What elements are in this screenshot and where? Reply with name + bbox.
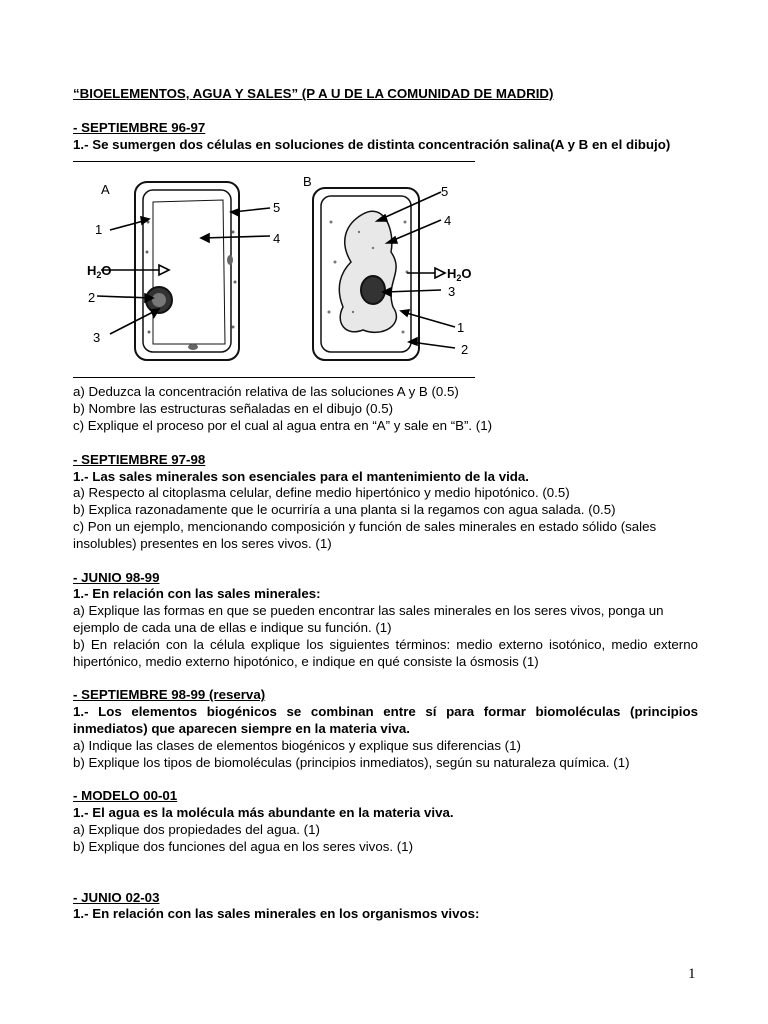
question-text: 1.- Se sumergen dos células en soluciones de distinta concentración salina(A y B en el dibujo) (73, 136, 671, 152)
cell-a-label: A (101, 182, 110, 198)
section-heading: - SEPTIEMBRE 98-99 (reserva) (73, 687, 266, 703)
item-b: b) En relación con la célula explique los siguientes términos: medio externo isotónico, medio externo hipertónico, medio externo hipotónico, e indique en qué consiste la ósmosis (1) (73, 636, 698, 669)
a-number-3: 3 (93, 330, 101, 346)
label-arrows (97, 192, 455, 348)
cell-diagram (73, 162, 475, 377)
section-sep-97-98 (73, 452, 698, 553)
question-text: 1.- Los elementos biogénicos se combinan entre sí para formar biomoléculas (principios inmediatos) que aparecen siempre en la materia viva. (73, 704, 698, 736)
item-a: a) Deduzca la concentración relativa de las soluciones A y B (0.5) (73, 384, 459, 400)
water-label-a: $H_2O$ (87, 263, 112, 281)
section-heading: - JUNIO 02-03 (73, 889, 160, 905)
item-b: b) Nombre las estructuras señaladas en el dibujo (0.5) (73, 401, 394, 417)
a-number-1: 1 (95, 222, 103, 238)
question-text: 1.- En relación con las sales minerales: (73, 586, 321, 602)
item-b: b) Explica razonadamente que le ocurriría a una planta si la regamos con agua salada. (0.5) (73, 502, 616, 518)
section-jun-98-99 (73, 570, 698, 671)
b-number-3: 3 (448, 284, 456, 300)
cell-b (313, 188, 419, 360)
item-c: c) Pon un ejemplo, mencionando composición y función de sales minerales en estado sólido (sales insolubles) presentes en los seres vivos. (1) (73, 518, 657, 551)
section-modelo-00-01 (73, 788, 698, 855)
section-jun-02-03 (73, 890, 698, 924)
section-heading: - MODELO 00-01 (73, 788, 178, 804)
cell-osmosis-figure (73, 161, 475, 378)
section-heading: - JUNIO 98-99 (73, 569, 160, 585)
item-a: a) Respecto al citoplasma celular, define medio hipertónico y medio hipotónico. (0.5) (73, 485, 570, 501)
item-a: a) Explique las formas en que se pueden encontrar las sales minerales en los seres vivos, ponga un ejemplo de cada una de ellas e indique su función. (1) (73, 603, 664, 635)
section-heading: - SEPTIEMBRE 96-97 (73, 119, 206, 135)
page-number: 1 (688, 966, 696, 982)
b-number-1: 1 (457, 320, 465, 336)
a-number-5: 5 (273, 200, 281, 216)
b-number-2: 2 (461, 342, 469, 358)
item-a: a) Explique dos propiedades del agua. (1) (73, 821, 320, 837)
item-b: b) Explique los tipos de biomoléculas (principios inmediatos), según su naturaleza química. (1) (73, 754, 630, 770)
a-number-4: 4 (273, 231, 281, 247)
section-sep-96-97 (73, 120, 698, 435)
water-label-b: $H_2O$ (447, 266, 472, 284)
b-number-4: 4 (444, 213, 452, 229)
question-text: 1.- Las sales minerales son esenciales para el mantenimiento de la vida. (73, 468, 529, 484)
cell-a (135, 182, 239, 360)
question-text: 1.- En relación con las sales minerales en los organismos vivos: (73, 906, 480, 922)
document-title: “BIOELEMENTOS, AGUA Y SALES” (P A U DE LA COMUNIDAD DE MADRID) (73, 86, 554, 101)
section-sep-98-99-reserva (73, 687, 698, 771)
item-b: b) Explique dos funciones del agua en los seres vivos. (1) (73, 838, 413, 854)
b-number-5: 5 (441, 184, 449, 200)
item-a: a) Indique las clases de elementos biogénicos y explique sus diferencias (1) (73, 737, 521, 753)
a-number-2: 2 (88, 290, 96, 306)
section-heading: - SEPTIEMBRE 97-98 (73, 451, 206, 467)
question-text: 1.- El agua es la molécula más abundante en la materia viva. (73, 805, 454, 821)
item-c: c) Explique el proceso por el cual al agua entra en “A” y sale en “B”. (1) (73, 417, 493, 433)
document-body (73, 86, 698, 923)
cell-a-texture (146, 221, 237, 351)
cell-b-label: B (303, 174, 312, 190)
